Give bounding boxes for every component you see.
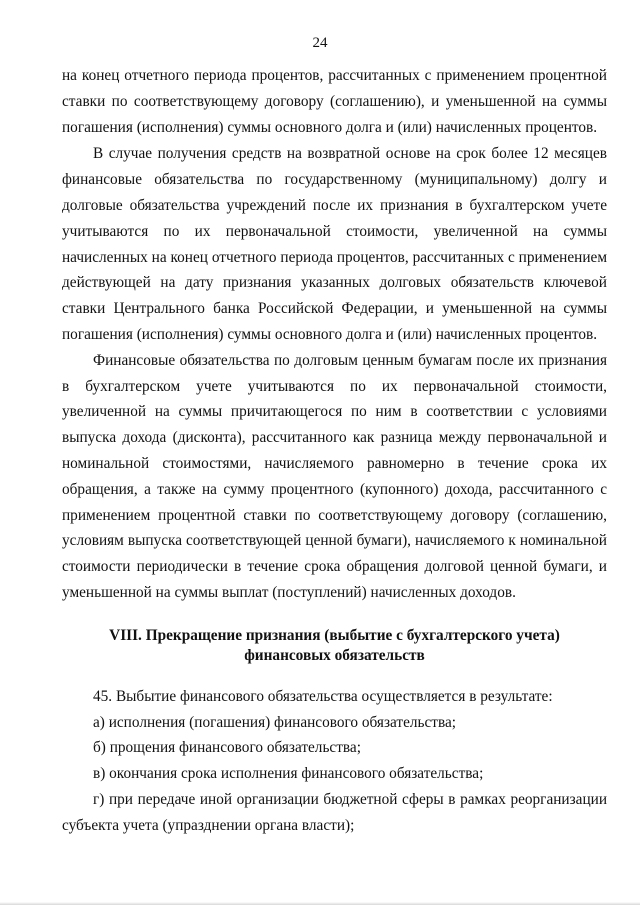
clause-45-item-b: б) прощения финансового обязательства;: [93, 739, 361, 757]
section-heading: [62, 626, 607, 666]
clause-45-item-g: г) при передаче иной организации бюджетной сферы в рамках реорганизации субъекта учета (упразднении органа власти);: [62, 790, 607, 834]
document-body: [62, 63, 607, 839]
paragraph-continuation: на конец отчетного периода процентов, рассчитанных с применением процентной ставки по соответствующему договору (соглашению), и уменьшенной на суммы погашения (исполнения) суммы основного долга и (или) начисленных процентов.: [62, 67, 607, 136]
paragraph-debt-securities: Финансовые обязательства по долговым ценным бумагам после их признания в бухгалтерском учете учитываются по их первоначальной стоимости, увеличенной на суммы причитающегося по ним в соответствии с условиями выпуска дохода (дисконта), рассчитанного как разница между первоначальной и номинальной стоимостями, начисляемого равномерно в течение срока их обращения, а также на сумму процентного (купонного) дохода, рассчитанного с применением процентной ставки по соответствующему договору (соглашению, условиям выпуска соответствующей ценной бумаги), начисляемого к номинальной стоимости периодически в течение срока обращения долговой ценной бумаги, и уменьшенной на суммы выплат (поступлений) начисленных доходов.: [62, 351, 607, 601]
section-heading-line-2: финансовых обязательств: [244, 646, 425, 664]
clause-45-item-a: а) исполнения (погашения) финансового обязательства;: [93, 713, 457, 731]
clause-45-item-v: в) окончания срока исполнения финансового обязательства;: [93, 765, 484, 783]
section-heading-line-1: VIII. Прекращение признания (выбытие с бухгалтерского учета): [109, 626, 560, 644]
clause-45-intro: 45. Выбытие финансового обязательства осуществляется в результате:: [93, 687, 553, 705]
paragraph-borrowed-funds: В случае получения средств на возвратной основе на срок более 12 месяцев финансовые обязательства по государственному (муниципальному) долгу и долговые обязательства учреждений после их признания в бухгалтерском учете учитываются по их первоначальной стоимости, увеличенной на суммы начисленных на конец отчетного периода процентов, рассчитанных с применением действующей на дату признания указанных долговых обязательств ключевой ставки Центрального банка Российской Федерации, и уменьшенной на суммы погашения (исполнения) суммы основного долга и (или) начисленных процентов.: [62, 145, 607, 343]
page-number: 24: [312, 35, 328, 51]
